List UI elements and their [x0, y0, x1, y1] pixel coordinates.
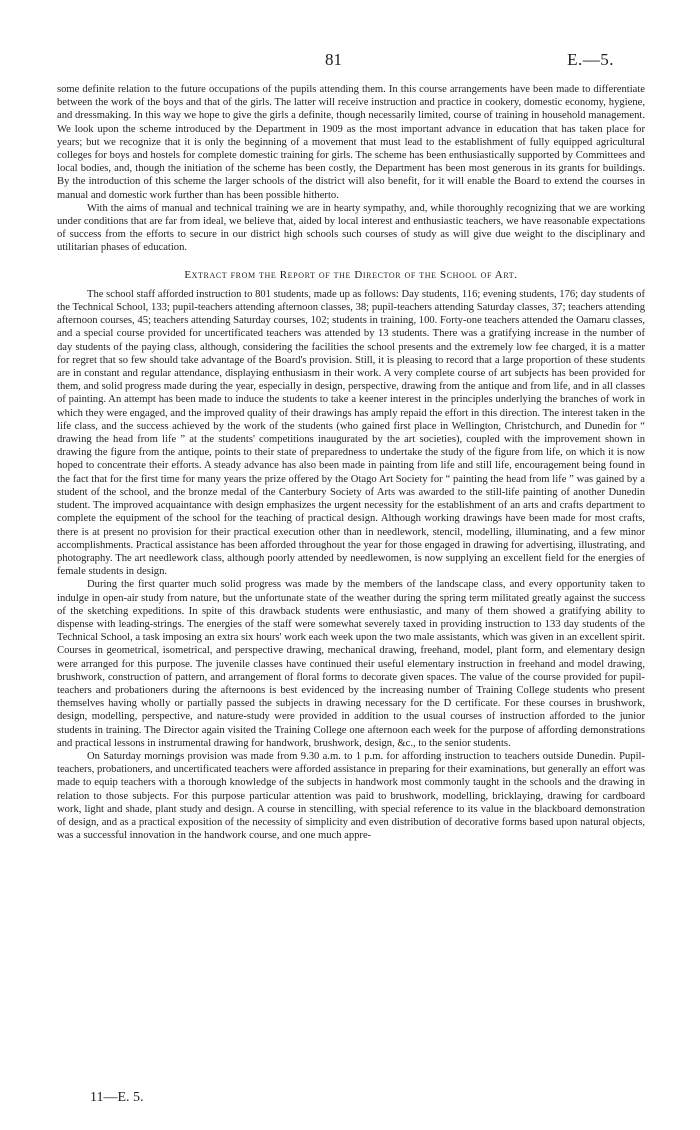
paragraph-first-quarter: During the first quarter much solid progress was made by the members of the landscape class, and every opportunity taken to indulge in open-air study from nature, but the unfortunate state of the weather during the spring term militated greatly against the success of the sketching expeditions. In spite of this drawback students were enthusiastic, and many of them showed a gratifying ability to dispense with leading-strings. The energies of the staff were somewhat severely taxed in providing instruction to 133 day students of the Technical School, a task imposing an extra six hours' work each week upon the two male assistants, which was given in an excellent spirit. Courses in geometrical, isometrical, and perspective drawing, mechanical drawing, freehand, model, plant form, and elementary design were arranged for this purpose. The juvenile classes have continued their useful elementary instruction in freehand and model drawing, brushwork, construction of pattern, and arrangement of floral forms to decorate given spaces. The value of the course provided for pupil-teachers and probationers during the afternoons is best evidenced by the increasing number of Training College students who present themselves having wholly or partially passed the subjects in drawing necessary for the D certificate. For these courses in brushwork, design, modelling, perspective, and nature-study were provided in addition to the usual courses of instruction afforded to the junior students in training. The Director again visited the Training College one afternoon each week for the purpose of affording demonstrations and practical lessons in instrumental drawing for handwork, brushwork, design, &c., to the senior students. — [57, 579, 645, 749]
document-reference: E.—5. — [567, 50, 614, 69]
page-body — [57, 83, 645, 842]
page-number: 81 — [325, 50, 342, 69]
paragraph-school-staff: The school staff afforded instruction to 801 students, made up as follows: Day students, 116; evening students, 176; day students of the Technical School, 133; pupil-teachers attending afternoon classes, 38; pupil-teachers attending Saturday classes, 37; teachers attending afternoon courses, 45; teachers attending Saturday courses, 102; students in training, 100. Forty-one teachers attended the Oamaru classes, and a special course provided for uncertificated teachers was attended by 13 students. There was a gratifying increase in the number of day students of the paying class, although, considering the facilities the school presents and the extremely low fee charged, it is a matter for regret that so few should take advantage of the Board's provision. Still, it is pleasing to record that a large proportion of these students are in constant and regular attendance, displaying enthusiasm in their work. A very complete course of art subjects has been provided for them, and solid progress made during the year, especially in design, perspective, drawing from the antique and from life, and in all classes of painting. An attempt has been made to induce the students to take a keener interest in the principles underlying the branches of work in which they were engaged, and the improved quality of their drawings has amply repaid the effort in this direction. The interest taken in the life class, and the success achieved by the work of the students (who gained first place in Wellington, Christchurch, and Dunedin for “ drawing the head from life ” at the students' competitions inaugurated by the art societies), coupled with the improvement shown in drawing the figure from the antique, points to their state of preparedness to undertake the study of the figure from life, on which it is now hoped to concentrate their efforts. A steady advance has also been made in painting from life and still life, encouragement being found in the fact that for the first time for many years the prize offered by the Otago Art Society for “ painting the head from life ” was gained by a student of the school, and the bronze medal of the Canterbury Society of Arts was awarded to the still-life painting of another Dunedin student. The improved acquaintance with design emphasizes the urgent necessity for the establishment of an arts and crafts department to complete the equipment of the school for the teaching of practical design. Although working drawings have been made for most crafts, there is at present no provision for their practical execution other than in needlework, stencil, modelling, illuminating, and a few minor accomplishments. Practical assistance has been afforded throughout the year for those engaged in drawing for advertising, illustrating, and photography. The art needlework class, although poorly attended by needlewomen, is now supplying an excellent field for the energies of female students in design. — [57, 288, 645, 578]
signature-mark: 11—E. 5. — [90, 1090, 144, 1105]
paragraph-manual-training: With the aims of manual and technical training we are in hearty sympathy, and, while thoroughly recognizing that we are working under conditions that are far from ideal, we believe that, aided by local interest and enthusiastic teachers, we have reasonable expectations of success from the efforts to secure in our district high schools such courses of study as will give due weight to the disciplinary and utilitarian phases of education. — [57, 202, 645, 254]
paragraph-continuation: some definite relation to the future occupations of the pupils attending them. In this course arrangements have been made to differentiate between the work of the boys and that of the girls. The latter will receive instruction and practice in cookery, domestic economy, hygiene, and dressmaking. In this way we hope to give the girls a definite, though necessarily limited, course of training in household management. We look upon the scheme introduced by the Department in 1909 as the most important advance in education that has taken place for years; but we recognize that it is only the beginning of a movement that must lead to the establishment of fully equipped agricultural colleges for boys and hostels for complete domestic training for girls. The scheme has been enthusiastically supported by Committees and local bodies, and, though the initiation of the scheme has been costly, the Department has been most generous in its grants for buildings. By the introduction of this scheme the larger schools of the district will also benefit, for it will enable the Board to extend the courses in manual and domestic work further than has been possible hitherto. — [57, 84, 645, 201]
section-heading — [57, 269, 645, 282]
paragraph-saturday-mornings: On Saturday mornings provision was made from 9.30 a.m. to 1 p.m. for affording instruction to teachers outside Dunedin. Pupil-teachers, probationers, and uncertificated teachers were afforded assistance in preparing for their examinations, but generally an effort was made to equip teachers with a thorough knowledge of the subjects in handwork most commonly taught in the schools and the drawing in relation to those subjects. For this purpose particular attention was paid to brushwork, modelling, bricklaying, drawing for cardboard work, light and shade, plant study and design. A course in stencilling, with special reference to its value in the blackboard demonstration of design, and as a practical exposition of the necessity of simplicity and even distribution of decorative forms based upon natural objects, was a successful innovation in the handwork course, and one much appre- — [57, 750, 645, 842]
section-heading-text: Extract from the Report of the Director of the School of Art. — [184, 268, 518, 281]
page-header — [0, 50, 700, 72]
